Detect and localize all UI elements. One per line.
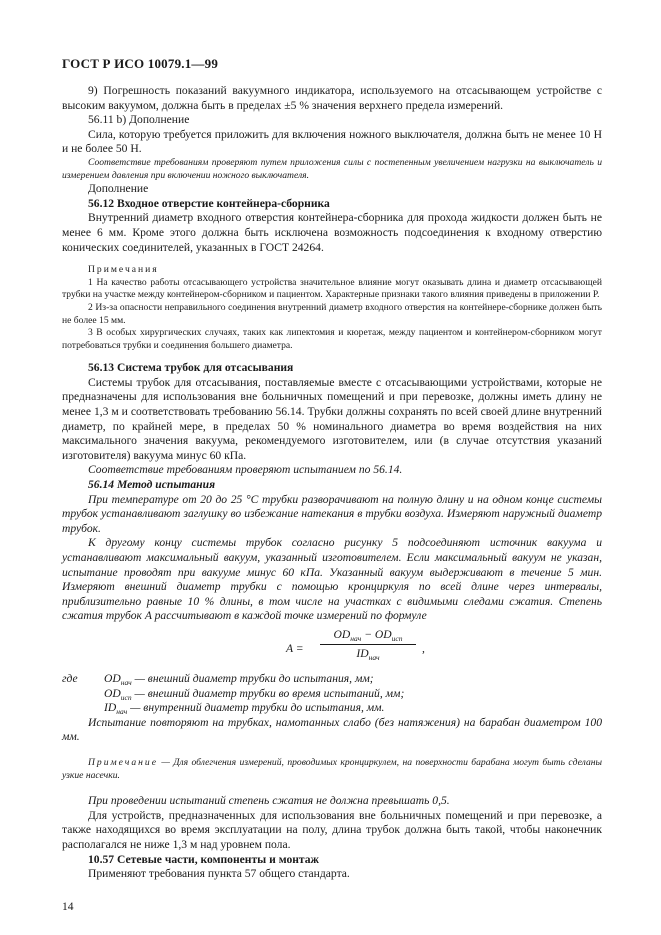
notes-title: Примечания — [88, 264, 159, 276]
document-header: ГОСТ Р ИСО 10079.1—99 — [62, 56, 219, 71]
formula-denominator: $ID_{нач}$ — [356, 646, 380, 662]
section-56-13-compliance: Соответствие требованиям проверяют испытанием по 56.14. — [88, 463, 403, 477]
legend-row: $OD_{исп}$ — внешний диаметр трубки во время испытаний, мм; — [104, 686, 405, 702]
note-item-2: 2 Из-за опасности неправильного соединения внутренний диаметр входного отверстия на контейнере-сборнике должен быть не более 15 мм. — [62, 301, 602, 326]
note-item-1: 1 На качество работы отсасывающего устройства значительное влияние могут оказывать длина и диаметр отсасывающей трубки на участке между контейнером-сборником и пациентом. Характерные признаки такого влияния приведены в приложении Р. — [62, 276, 602, 301]
formula-numerator: $OD_{нач} - OD_{исп}$ — [333, 627, 403, 643]
note-item-3: 3 В особых хирургических случаях, таких как липектомия и кюретаж, между пациентом и контейнером-сборником могут потребоваться трубки и соединения большего диаметра. — [62, 327, 602, 351]
item-9-paragraph: 9) Погрешность показаний вакуумного индикатора, используемого на отсасывающем устройстве с высоким вакуумом, должна быть в пределах ±5 % значения верхнего предела измерений. — [62, 84, 602, 112]
legend-row: где $OD_{нач}$ — внешний диаметр трубки до испытания, мм; — [62, 671, 374, 687]
formula-lhs: A = — [286, 641, 304, 655]
outside-use-text: Для устройств, предназначенных для использования вне больничных помещений и при перевозке, а также находящихся во время эксплуатации на полу, длина трубок должна быть такой, чтобы наконечник располагался не ниже 1,3 м над уровнем пола. — [62, 808, 602, 851]
section-56-13-heading: 56.13 Система трубок для отсасывания — [88, 361, 294, 375]
page-number: 14 — [62, 900, 74, 913]
compression-limit-text: При проведении испытаний степень сжатия не должна превышать 0,5. — [88, 794, 450, 808]
section-10-57-heading: 10.57 Сетевые части, компоненты и монтаж — [88, 852, 319, 866]
formula-legend — [62, 672, 602, 716]
section-56-11-b-heading: 56.11 b) Дополнение — [88, 113, 190, 127]
formula-comma: , — [422, 641, 425, 655]
section-56-13-text: Системы трубок для отсасывания, поставляемые вместе с отсасывающими устройствами, которые не предназначены для использования вне больничных помещений и при перевозке, должны иметь длину не менее 1,3 м и соответствовать требованию 56.14. Трубки должны сохранять по всей своей длине внутренний диаметр, по крайней мере, в пределах 50 % номинального диаметра во время воздействия на них максимального значения вакуума, рекомендуемого изготовителем, или (в случае отсутствия указаний изготовителя) вакуума минус 60 кПа. — [62, 375, 602, 462]
section-56-11-b-text: Сила, которую требуется приложить для включения ножного выключателя, должна быть не менее 10 Н и не более 50 Н. — [62, 127, 602, 156]
section-56-14-paragraph-1: При температуре от 20 до 25 °С трубки разворачивают на полную длину и на одном конце системы трубок устанавливают заглушку во избежание натекания в трубки воздуха. Измеряют наружный диаметр трубок. — [62, 492, 602, 535]
addition-label: Дополнение — [88, 182, 149, 196]
section-56-11-b-compliance: Соответствие требованиям проверяют путем приложения силы с постепенным увеличением нагрузки на выключатель и измерением давления при включении ножного выключателя. — [62, 156, 602, 181]
section-56-14-heading: 56.14 Метод испытания — [88, 478, 216, 492]
section-56-12-text: Внутренний диаметр входного отверстия контейнера-сборника для прохода жидкости должен быть не менее 6 мм. Кроме этого должна быть исключена возможность подсоединения к входному отверстию конических соединителей, указанных в ГОСТ 24264. — [62, 211, 602, 254]
repeat-test-text: Испытание повторяют на трубках, намотанных слабо (без натяжения) на барабан диаметром 100 мм. — [62, 715, 602, 744]
compression-formula — [62, 628, 602, 672]
note-drum: Примечание — Для облегчения измерений, проводимых кронциркулем, на поверхности барабана могут быть сделаны узкие насечки. — [62, 756, 602, 781]
section-56-14-paragraph-2: К другому концу системы трубок согласно рисунку 5 подсоединяют источник вакуума и устанавливают максимальный вакуум, указанный изготовителем. Если максимальный вакуум не указан, испытание проводят при вакууме минус 60 кПа. Указанный вакуум выдерживают в течение 5 мин. Измеряют внешний диаметр трубки с помощью кронциркуля по всей длине через интервалы, приблизительно равные 10 % длины, в том числе на участках с видимыми следами сжатия. Степень сжатия трубок A рассчитывают в каждой точке измерений по формуле — [62, 536, 602, 623]
legend-row: $ID_{нач}$ — внутренний диаметр трубки до испытания, мм. — [104, 701, 385, 717]
section-56-12-heading: 56.12 Входное отверстие контейнера-сборника — [88, 196, 330, 210]
document-body — [62, 84, 602, 882]
section-10-57-text: Применяют требования пункта 57 общего стандарта. — [88, 867, 350, 881]
formula-fraction-bar — [320, 644, 416, 645]
